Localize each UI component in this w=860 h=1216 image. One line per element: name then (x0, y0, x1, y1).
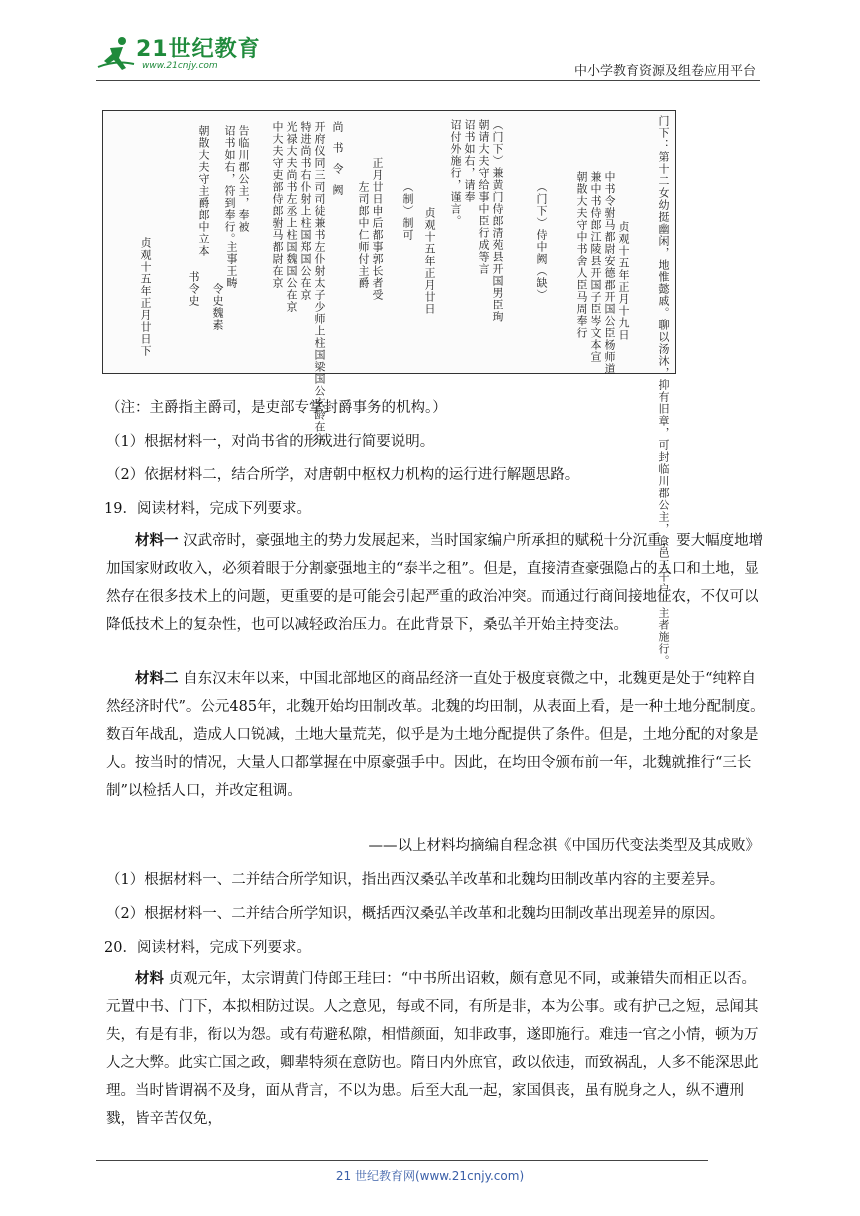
q20-title: 20．阅读材料，完成下列要求。 (104, 940, 311, 956)
material-label: 材料二 (135, 670, 179, 687)
q18-question-1: （1）根据材料一，对尚书省的形成进行简要说明。 (106, 434, 435, 450)
footer-link[interactable]: 21 世纪教育网(www.21cnjy.com) (335, 1169, 525, 1183)
q20-material (106, 965, 766, 1133)
q18-question-2: （2）依据材料二，结合所学，对唐朝中枢权力机构的运行进行解题思路。 (106, 467, 580, 483)
edict-column: 中大夫守吏部侍郎驸马都尉在京 (271, 121, 284, 289)
edict-column: （门下）侍中阙（缺） (535, 181, 548, 301)
edict-column: 主事王畴 (225, 241, 238, 289)
edict-column: （制）制可 (401, 181, 414, 241)
material-label: 材料一 (135, 532, 179, 549)
platform-title: 中小学教育资源及组卷应用平台 (573, 64, 756, 79)
edict-column: 告临川郡公主，奉被 (237, 125, 250, 233)
edict-column: 门下：第十二女幼挺幽闲，地惟懿戚。聊以汤沐，抑有旧章，可封临川郡公主，食邑三千户。主者施行。 (657, 115, 670, 667)
logo-text: 21世纪教育 (136, 37, 261, 62)
edict-column: 书令史 (187, 271, 200, 307)
edict-column: 朝请大夫守给事中臣行成等言 (477, 119, 490, 275)
edict-column: 令史魏素 (211, 283, 224, 331)
edict-column: 尚书令阙 (331, 121, 344, 205)
note-text: （注：主爵指主爵司，是吏部专掌封爵事务的机构。） (106, 400, 447, 416)
material-label: 材料 (135, 970, 164, 987)
footer-divider (96, 1160, 708, 1161)
material-text: 自东汉末年以来，中国北部地区的商品经济一直处于极度衰微之中，北魏更是处于“纯粹自然经济时代”。公元485年，北魏开始均田制改革。北魏的均田制，从表面上看，是一种土地分配制度。数百年战乱，造成人口锐减，土地大量荒芜，似乎是为土地分配提供了条件。但是，土地分配的对象是人。按当时的情况，大量人口都掌握在中原豪强手中。因此，在均田令颁布前一年，北魏就推行“三长制”以检括人口，并改定租调。 (106, 671, 765, 799)
edict-column: （门下）兼黄门侍郎清苑县开国男臣珣 (491, 119, 504, 323)
edict-column: 贞观十五年正月廿日 (423, 207, 436, 315)
edict-column: 开府仪同三司司徒兼书左仆射太子少师上柱国梁国公玄龄在京 (313, 121, 326, 445)
edict-column: 诏书如右，符到奉行。 (223, 125, 236, 245)
q19-question-1: （1）根据材料一、二并结合所学知识，指出西汉桑弘羊改革和北魏均田制改革内容的主要差异。 (106, 872, 725, 888)
q19-question-2: （2）根据材料一、二并结合所学知识，概括西汉桑弘羊改革和北魏均田制改革出现差异的原因。 (106, 906, 725, 922)
runner-logo-icon (96, 34, 136, 72)
q19-material-1 (106, 527, 766, 639)
logo-url: www.21cnjy.com (142, 61, 218, 71)
edict-column: 诏付外施行，谨言。 (449, 119, 462, 227)
q19-title: 19．阅读材料，完成下列要求。 (104, 501, 311, 517)
edict-column: 诏书如右，请奉 (463, 119, 476, 203)
edict-column: 兼中书侍郎江陵县开国子臣岑文本宣 (589, 171, 602, 363)
edict-column: 贞观十五年正月十九日 (617, 221, 630, 341)
source-citation: ——以上材料均摘编自程念祺《中国历代变法类型及其成败》 (368, 838, 760, 854)
material-text: 汉武帝时，豪强地主的势力发展起来，当时国家编户所承担的赋税十分沉重，要大幅度地增加国家财政收入，必须着眼于分割豪强地主的“泰半之租”。但是，直接清查豪强隐占的人口和土地，显然存在很多技术上的问题，更重要的是可能会引起严重的政治冲突。而通过行商间接地征农，不仅可以降低技术上的复杂性，也可以减轻政治压力。在此背景下，桑弘羊开始主持变法。 (106, 533, 764, 633)
edict-column: 朝散大夫守主爵郎中立本 (197, 125, 210, 257)
edict-column: 正月廿日申后都事郭长者受 (371, 157, 384, 301)
site-logo[interactable] (96, 28, 266, 78)
edict-column: 光禄大夫尚书左丞上柱国魏国公在京 (285, 121, 298, 313)
edict-column: 特进尚书右仆射上柱国郑国公在京 (299, 121, 312, 301)
edict-column: 贞观十五年正月廿日下 (139, 237, 152, 357)
edict-column: 朝散大夫守中书舍人臣马周奉行 (575, 171, 588, 339)
edict-column: 左司郎中仁师付主爵 (357, 181, 370, 289)
material-text: 贞观元年，太宗谓黄门侍郎王珪曰：“中书所出诏敕，颇有意见不同，或兼错失而相正以否。元置中书、门下，本拟相防过误。人之意见，每或不同，有所是非，本为公事。或有护己之短，忌闻其失，有是有非，衔以为怨。或有苟避私隙，相惜颜面，知非政事，遂即施行。难违一官之小情，顿为万人之大弊。此实亡国之政，卿辈特须在意防也。隋日内外庶官，政以依违，而致祸乱，人多不能深思此理。当时皆谓祸不及身，面从背言，不以为患。后至大乱一起，家国俱丧，虽有脱身之人，纵不遭刑戮，皆辛苦仅免， (106, 971, 759, 1127)
edict-column: 中书令驸马都尉安德郡开国公臣杨师道 (603, 171, 616, 375)
page-header (96, 28, 760, 81)
q19-material-2 (106, 665, 766, 805)
